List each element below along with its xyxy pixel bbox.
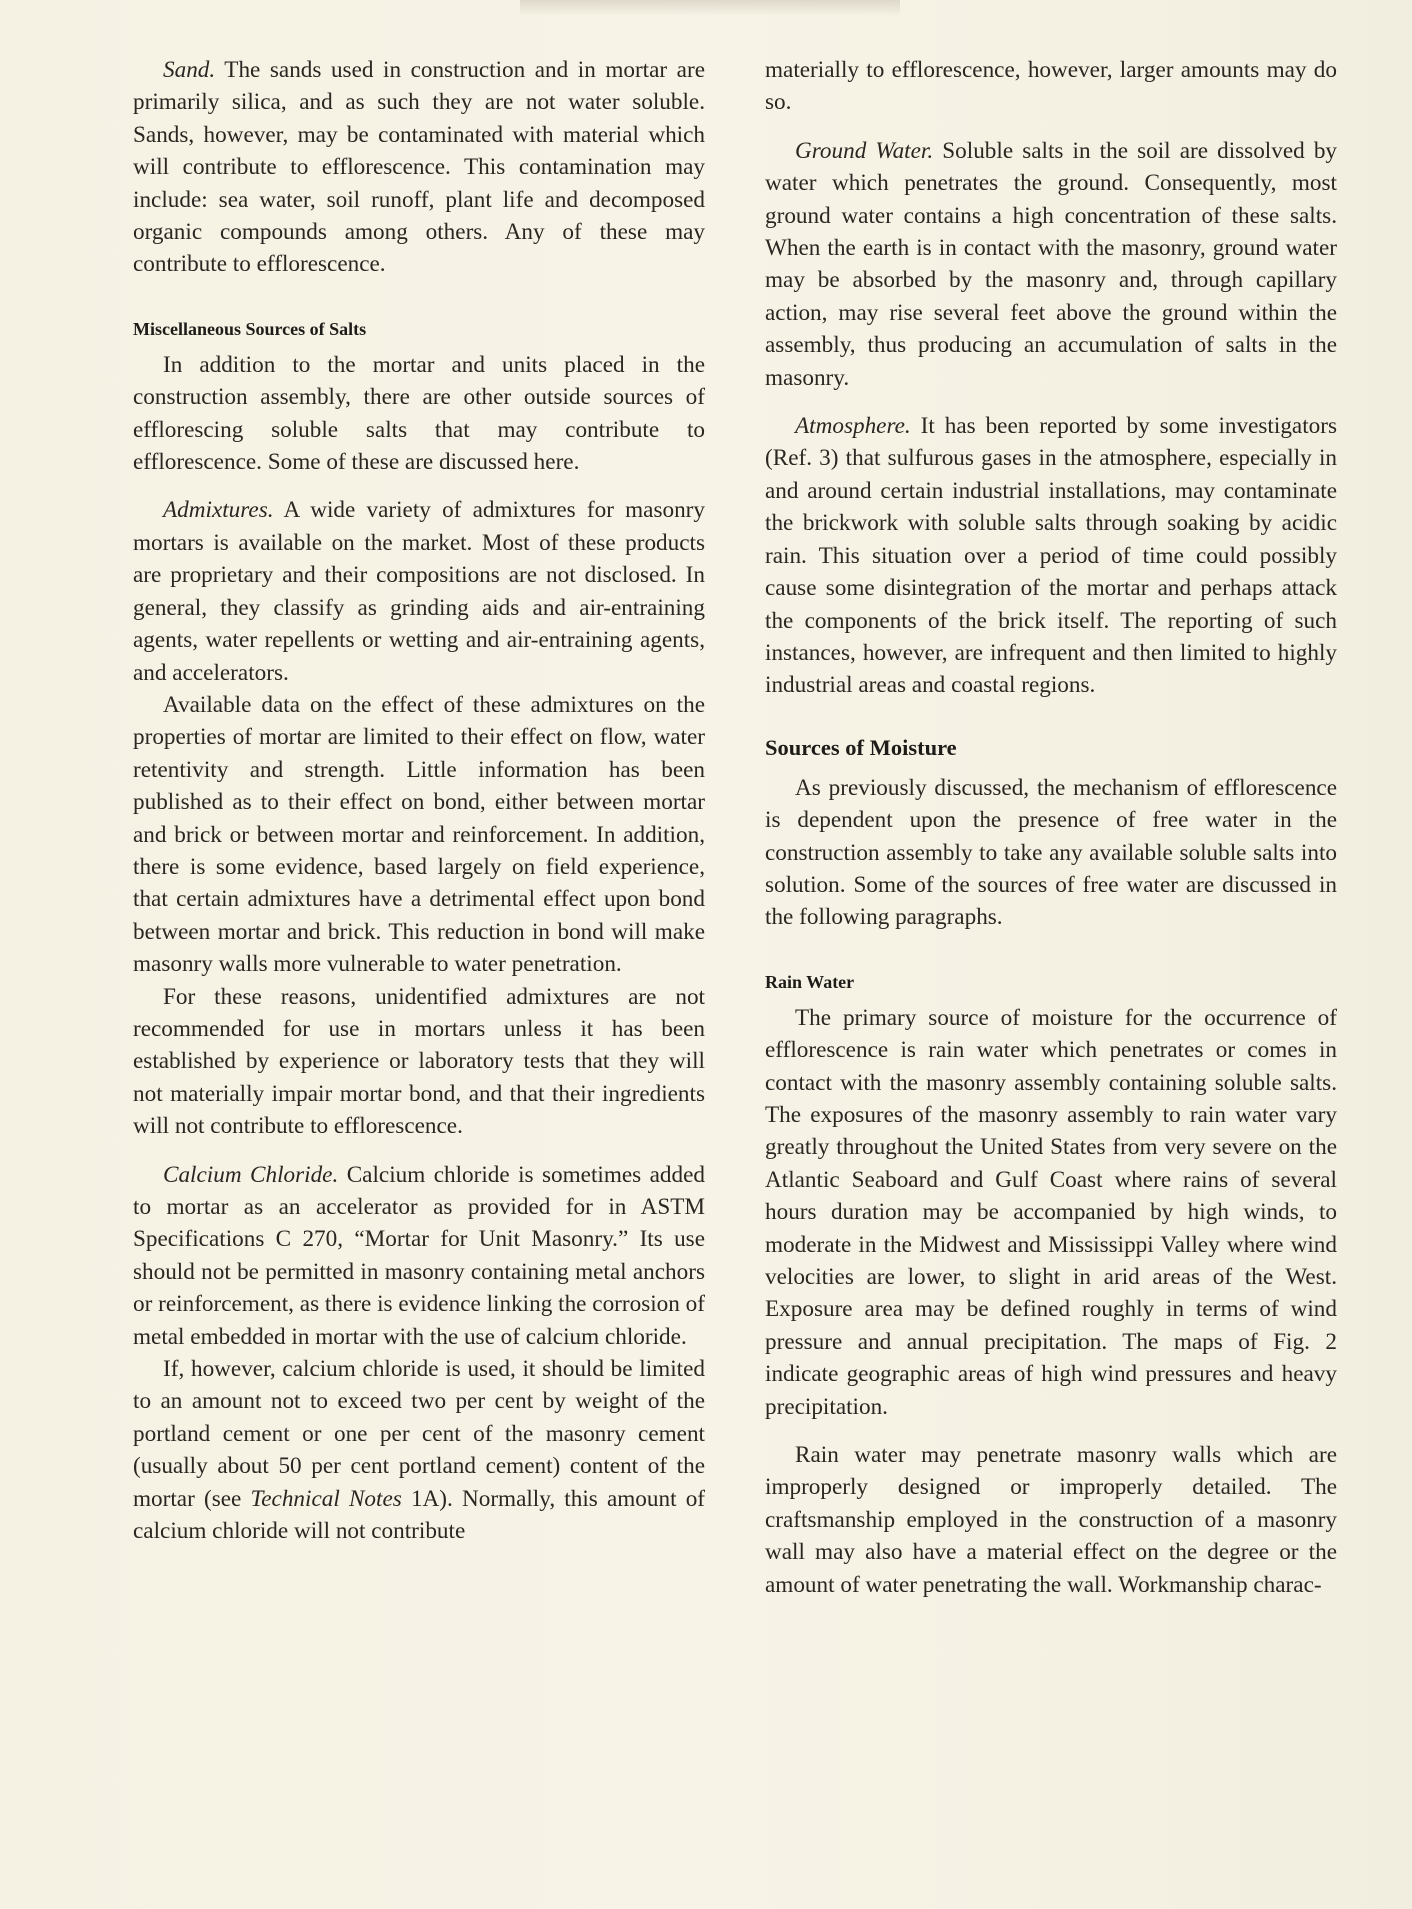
sand-term: Sand. [163,57,216,83]
ground-water-paragraph [765,135,1337,394]
scan-artifact [520,0,900,16]
calcium-chloride-paragraph [133,1159,705,1353]
misc-sources-paragraph: In addition to the mortar and units placed in the construction assembly, there are other outside sources of efflorescing soluble salts that may contribute to efflorescence. Some of these are discussed here. [133,351,705,476]
calcium-chloride-text: Calcium chloride is sometimes added to mortar as an accelerator as provided for in ASTM Specifications C 270, “Mortar for Unit Masonry.” Its use should not be permitted in masonry containing metal anchors or reinforcement, as there is evidence linking the corrosion of metal embedded in mortar with the use of calcium chloride. [133,1161,705,1350]
misc-sources-heading: Miscellaneous Sources of Salts [133,318,367,339]
rain-water-heading: Rain Water [765,971,855,992]
sources-of-moisture-heading: Sources of Moisture [765,734,957,760]
atmosphere-text: It has been reported by some investigators (Ref. 3) that sulfurous gases in the atmosphere, especially in and around certain industrial installations, may contaminate the brickwork with soluble salts through soaking by acidic rain. This situation over a period of time could possibly cause some disintegration of the mortar and perhaps attack the components of the brick itself. The reporting of such instances, however, are infrequent and then limited to highly industrial areas and coastal regions. [765,413,1337,699]
for-these-reasons-paragraph: For these reasons, unidentified admixtures are not recommended for use in mortars unless it has been established by experience or laboratory tests that they will not materially impair mortar bond, and that their ingredients will not contribute to efflorescence. [133,983,705,1140]
sand-text: The sands used in construction and in mortar are primarily silica, and as such they are not water soluble. Sands, however, may be contaminated with material which will contribute to efflorescence. This contamination may include: sea water, soil runoff, plant life and decomposed organic compounds among others. Any of these may contribute to efflorescence. [133,57,705,278]
atmosphere-paragraph [765,410,1337,702]
ground-water-term: Ground Water. [795,137,934,164]
ground-water-text: Soluble salts in the soil are dissolved by water which penetrates the ground. Consequently, most ground water contains a high concentration of these salts. When the earth is in contact with the masonry, ground water may be absorbed by the masonry and, through capillary action, may rise several feet above the ground within the assembly, thus producing an accumulation of salts in the masonry. [765,137,1338,391]
rain-penetration-paragraph: Rain water may penetrate masonry walls which are improperly designed or improperly detailed. The craftsmanship employed in the construction of a masonry wall may also have a material effect on the degree or the amount of water penetrating the wall. Workmanship charac- [765,1442,1337,1598]
if-however-paragraph [133,1353,705,1547]
admixtures-text: A wide variety of admixtures for masonry mortars is available on the market. Most of these products are proprietary and their compositions are not disclosed. In general, they classify as grinding aids and air-entraining agents, water repellents or wetting and air-entraining agents, and accelerators. [133,497,705,686]
if-however-text-before: If, however, calcium chloride is used, it should be limited to an amount not to exceed two per cent by weight of the portland cement or one per cent of the masonry cement (usually about 50 per cent portland cement) content of the mortar (see [133,1356,705,1512]
left-column [133,54,705,1547]
right-column [765,54,1337,1601]
rain-water-paragraph: The primary source of moisture for the occurrence of efflorescence is rain water which penetrates or comes in contact with the masonry assembly containing soluble salts. The exposures of the masonry assembly to rain water vary greatly throughout the United States from very severe on the Atlantic Seaboard and Gulf Coast where rains of several hours duration may be accompanied by high winds, to moderate in the Midwest and Mississippi Valley where wind velocities are lower, to slight in arid areas of the West. Exposure area may be defined roughly in terms of wind pressure and annual precipitation. The maps of Fig. 2 indicate geographic areas of high wind pressures and heavy precipitation. [765,1004,1337,1420]
continuation-paragraph: materially to efflorescence, however, larger amounts may do so. [765,57,1337,116]
admixtures-term: Admixtures. [163,497,274,524]
if-however-text-after: 1A). Normally, this amount of calcium chloride will not contribute [133,1485,706,1545]
technical-notes-ref: Technical Notes [250,1485,402,1512]
calcium-chloride-term: Calcium Chloride. [163,1161,339,1188]
admixtures-paragraph [133,494,705,688]
atmosphere-term: Atmosphere. [795,413,911,440]
sources-of-moisture-paragraph: As previously discussed, the mechanism of efflorescence is dependent upon the presence of free water in the construction assembly to take any available soluble salts into solution. Some of the sources of free water are discussed in the following paragraphs. [765,774,1337,931]
sand-paragraph [133,54,705,281]
available-data-paragraph: Available data on the effect of these admixtures on the properties of mortar are limited to their effect on flow, water retentivity and strength. Little information has been published as to their effect on bond, either between mortar and brick or between mortar and reinforcement. In addition, there is some evidence, based largely on field experience, that certain admixtures have a detrimental effect upon bond between mortar and brick. This reduction in bond will make masonry walls more vulnerable to water penetration. [133,691,705,978]
